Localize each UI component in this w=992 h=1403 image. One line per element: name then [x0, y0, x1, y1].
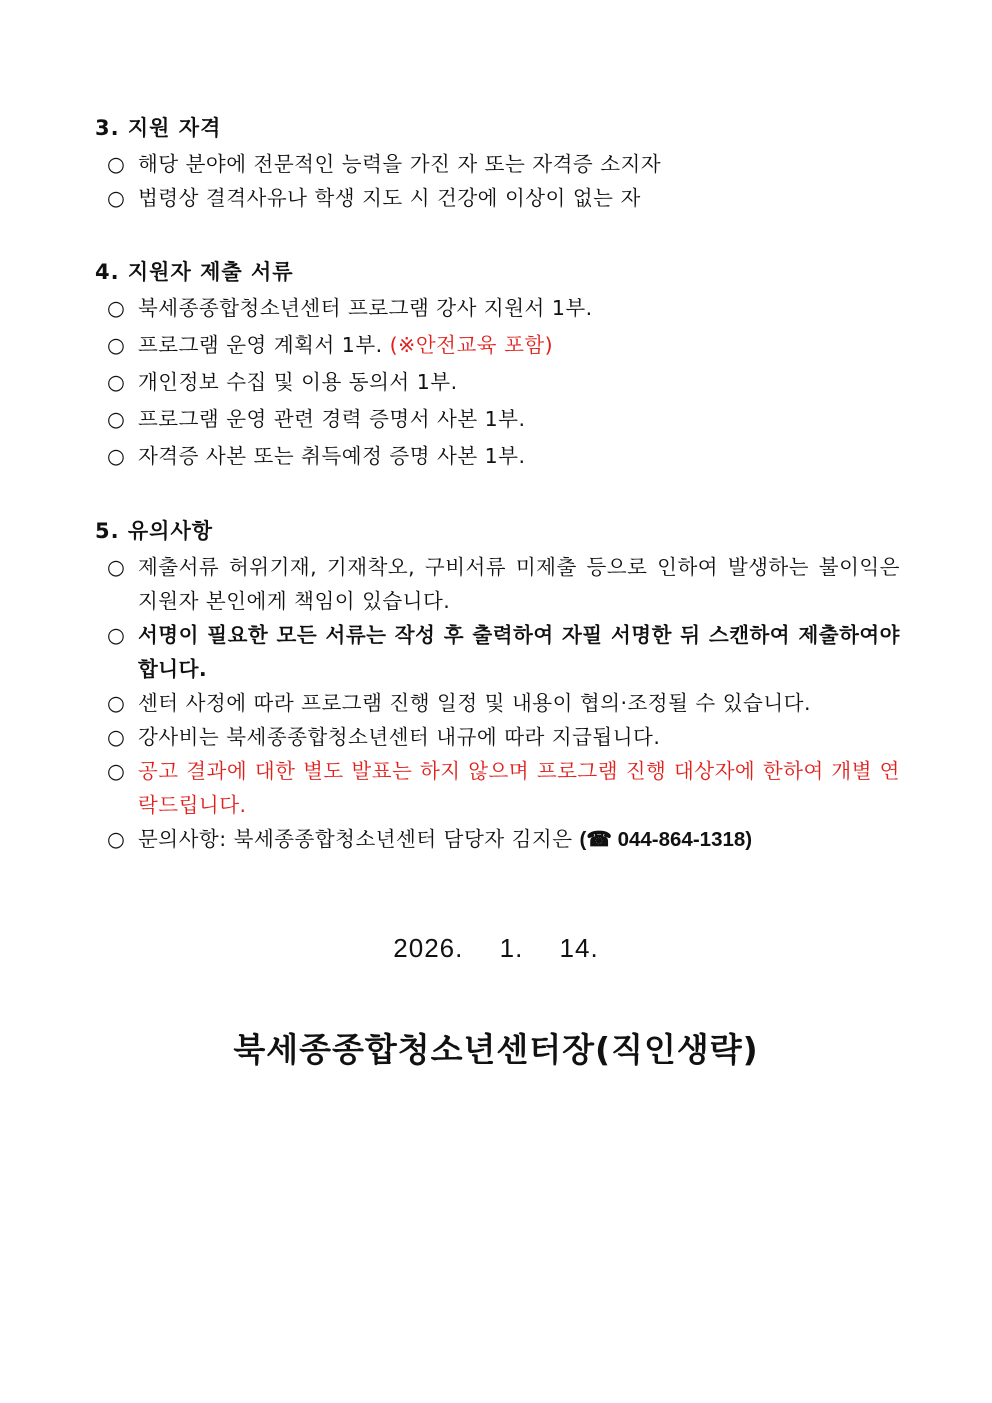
list-item [95, 439, 900, 473]
list-item [95, 720, 900, 754]
item-text: 프로그램 운영 관련 경력 증명서 사본 1부. [138, 407, 526, 431]
list-item [95, 550, 900, 618]
circle-bullet-icon: ○ [107, 725, 126, 749]
item-text: 자격증 사본 또는 취득예정 증명 사본 1부. [138, 444, 526, 468]
circle-bullet-icon: ○ [107, 333, 126, 357]
section-title: 5. 유의사항 [95, 519, 214, 543]
contact-phone: (☎ 044-864-1318) [579, 828, 753, 851]
item-text: 서명이 필요한 모든 서류는 작성 후 출력하여 자필 서명한 뒤 스캔하여 제출하여야 합니다. [138, 623, 900, 681]
circle-bullet-icon: ○ [107, 555, 126, 579]
circle-bullet-icon: ○ [107, 152, 126, 176]
date-year: 2026. [393, 933, 464, 963]
list-item [95, 822, 900, 857]
item-text: 공고 결과에 대한 별도 발표는 하지 않으며 프로그램 진행 대상자에 한하여 개별 연락드립니다. [138, 759, 900, 817]
list-item [95, 147, 900, 181]
date-day: 14. [559, 933, 599, 963]
safety-education-note: (※안전교육 포함) [389, 333, 554, 357]
list-item [95, 754, 900, 822]
item-text: 제출서류 허위기재, 기재착오, 구비서류 미제출 등으로 인하여 발생하는 불이익은 지원자 본인에게 책임이 있습니다. [138, 555, 900, 613]
list-item [95, 686, 900, 720]
list-item [95, 291, 900, 325]
section-title: 3. 지원 자격 [95, 116, 222, 140]
circle-bullet-icon: ○ [107, 370, 126, 394]
item-text: 개인정보 수집 및 이용 동의서 1부. [138, 370, 458, 394]
circle-bullet-icon: ○ [107, 691, 126, 715]
list-item [95, 402, 900, 436]
issuer-signoff: 북세종종합청소년센터장(직인생략) [233, 1030, 759, 1069]
section-title: 4. 지원자 제출 서류 [95, 260, 294, 284]
item-text: 센터 사정에 따라 프로그램 진행 일정 및 내용이 협의·조정될 수 있습니다. [138, 691, 811, 715]
circle-bullet-icon: ○ [107, 827, 126, 851]
item-text: 법령상 결격사유나 학생 지도 시 건강에 이상이 없는 자 [138, 186, 641, 210]
circle-bullet-icon: ○ [107, 444, 126, 468]
circle-bullet-icon: ○ [107, 623, 126, 647]
section-documents [95, 257, 900, 473]
section-notes [95, 516, 900, 857]
list-item [95, 328, 900, 362]
item-text: 프로그램 운영 계획서 1부. [138, 333, 383, 357]
item-text: 해당 분야에 전문적인 능력을 가진 자 또는 자격증 소지자 [138, 152, 662, 176]
circle-bullet-icon: ○ [107, 407, 126, 431]
circle-bullet-icon: ○ [107, 759, 126, 783]
item-text: 북세종종합청소년센터 프로그램 강사 지원서 1부. [138, 296, 593, 320]
list-item [95, 181, 900, 215]
item-text: 강사비는 북세종종합청소년센터 내규에 따라 지급됩니다. [138, 725, 661, 749]
list-item [95, 365, 900, 399]
circle-bullet-icon: ○ [107, 186, 126, 210]
list-item [95, 618, 900, 686]
date-month: 1. [499, 933, 524, 963]
section-eligibility [95, 113, 900, 215]
announcement-date [0, 933, 992, 964]
item-text: 문의사항: 북세종종합청소년센터 담당자 김지은 [138, 827, 573, 851]
circle-bullet-icon: ○ [107, 296, 126, 320]
